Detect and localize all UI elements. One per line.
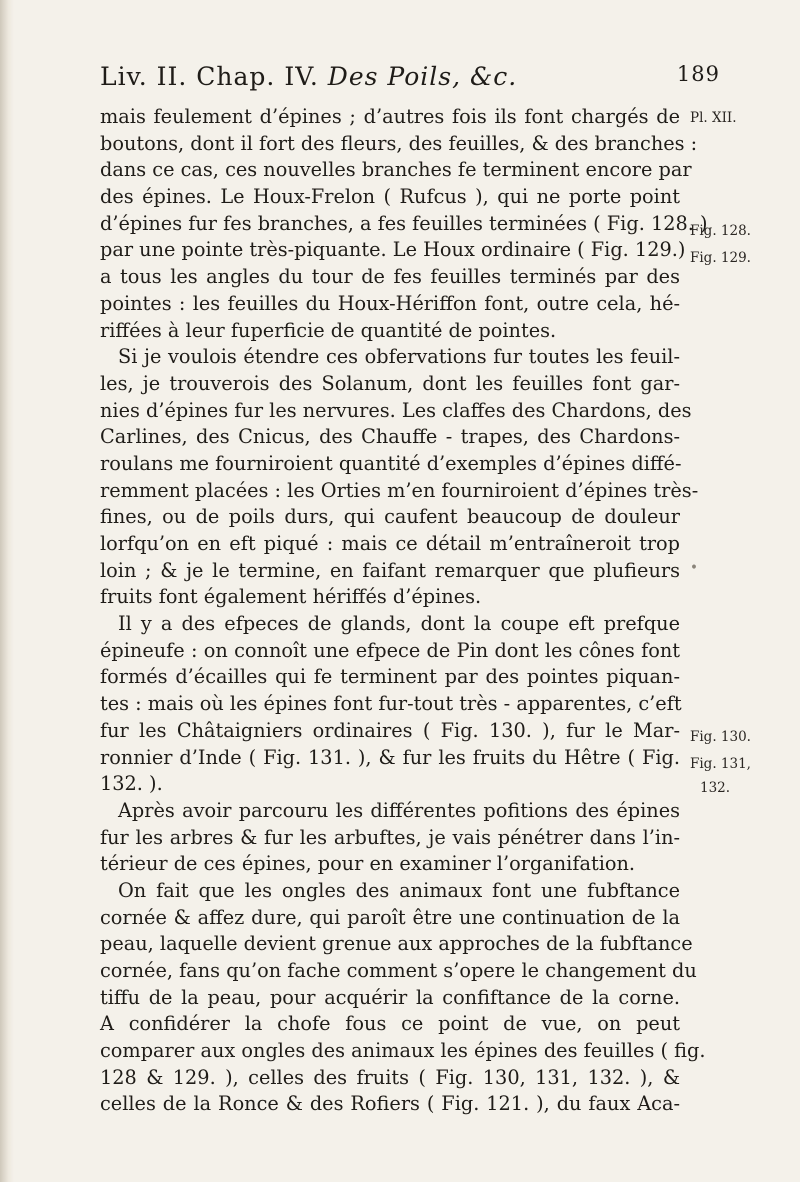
running-head-prefix: Liv. II. Chap. IV.	[100, 62, 319, 91]
paragraph-start: Après avoir parcouru les différentes pofitions des épines	[118, 798, 680, 822]
text-line: cornée & affez dure, qui paroît être une continuation de la	[100, 905, 680, 929]
text-line: tes : mais où les épines font fur-tout très - apparentes, c’eft	[100, 692, 682, 716]
paragraph-start: Il y a des efpeces de glands, dont la coupe eft prefque	[118, 612, 680, 636]
text-line: comparer aux ongles des animaux les épines des feuilles ( fig.	[100, 1039, 706, 1063]
text-line: A confidérer la chofe fous ce point de vue, on peut	[100, 1012, 680, 1036]
text-line: fruits font également hériffés d’épines.	[100, 585, 482, 609]
text-line: pointes : les feuilles du Houx-Hériffon font, outre cela, hé-	[100, 291, 680, 315]
text-line: fur les arbres & fur les arbuftes, je vais pénétrer dans l’in-	[100, 825, 680, 849]
text-line: remment placées : les Orties m’en fourniroient d’épines très-	[100, 478, 699, 502]
margin-note-mark: •	[690, 560, 698, 576]
text-line: Carlines, des Cnicus, des Chauffe - trapes, des Chardons-	[100, 425, 680, 449]
page-number: 189	[676, 62, 720, 86]
margin-note-fig: Fig. 129.	[690, 250, 751, 266]
text-line: les, je trouverois des Solanum, dont les feuilles font gar-	[100, 371, 680, 395]
paragraph-start: Si je voulois étendre ces obfervations fur toutes les feuil-	[118, 345, 680, 369]
text-line: riffées à leur fuperficie de quantité de pointes.	[100, 318, 557, 342]
text-line: a tous les angles du tour de fes feuilles terminés par des	[100, 265, 680, 289]
text-line: épineufe : on connoît une efpece de Pin dont les cônes font	[100, 638, 680, 662]
text-line: fur les Châtaigniers ordinaires ( Fig. 130. ), fur le Mar-	[100, 718, 680, 742]
text-line: 132. ).	[100, 772, 163, 796]
text-line: formés d’écailles qui fe terminent par des pointes piquan-	[100, 665, 680, 689]
text-line: celles de la Ronce & des Rofiers ( Fig. 121. ), du faux Aca-	[100, 1092, 680, 1116]
text-line: fines, ou de poils durs, qui caufent beaucoup de douleur	[100, 505, 680, 529]
margin-note-fig: Fig. 130.	[690, 729, 751, 745]
running-header	[100, 62, 720, 100]
page-gutter-shadow	[0, 0, 14, 1182]
text-line: roulans me fourniroient quantité d’exemples d’épines diffé-	[100, 451, 682, 475]
text-line: cornée, fans qu’on fache comment s’opere le changement du	[100, 959, 697, 982]
text-line: lorfqu’on en eft piqué : mais ce détail m’entraîneroit trop	[100, 532, 680, 555]
text-line: mais feulement d’épines ; d’autres fois ils font chargés de	[100, 105, 680, 128]
text-line: des épines. Le Houx-Frelon ( Rufcus ), qui ne porte point	[100, 185, 680, 209]
body-text	[100, 104, 708, 1118]
running-head	[100, 62, 517, 91]
running-head-title: Des Poils, &c.	[327, 62, 518, 91]
margin-note-fig: Fig. 131,	[690, 756, 751, 772]
text-line: boutons, dont il fort des fleurs, des feuilles, & des branches :	[100, 131, 698, 155]
text-line: peau, laquelle devient grenue aux approches de la fubftance	[100, 932, 693, 956]
text-line: dans ce cas, ces nouvelles branches fe terminent encore par	[100, 158, 692, 182]
paragraph-start: On fait que les ongles des animaux font une fubftance	[118, 878, 680, 902]
text-line: d’épines fur fes branches, a fes feuilles terminées ( Fig. 128. )	[100, 211, 708, 235]
text-line: tiffu de la peau, pour acquérir la confiftance de la corne.	[100, 985, 680, 1009]
text-line: 128 & 129. ), celles des fruits ( Fig. 130, 131, 132. ), &	[100, 1065, 680, 1089]
text-line: loin ; & je le termine, en faifant remarquer que plufieurs	[100, 558, 680, 582]
margin-note-fig: 132.	[700, 780, 731, 796]
margin-note-plate: Pl. XII.	[690, 110, 737, 126]
text-line: par une pointe très-piquante. Le Houx ordinaire ( Fig. 129.)	[100, 238, 686, 262]
text-line: nies d’épines fur les nervures. Les claffes des Chardons, des	[100, 398, 692, 422]
text-line: ronnier d’Inde ( Fig. 131. ), & fur les fruits du Hêtre ( Fig.	[100, 745, 680, 769]
margin-note-fig: Fig. 128.	[690, 223, 751, 239]
text-line: térieur de ces épines, pour en examiner l’organifation.	[100, 852, 636, 876]
